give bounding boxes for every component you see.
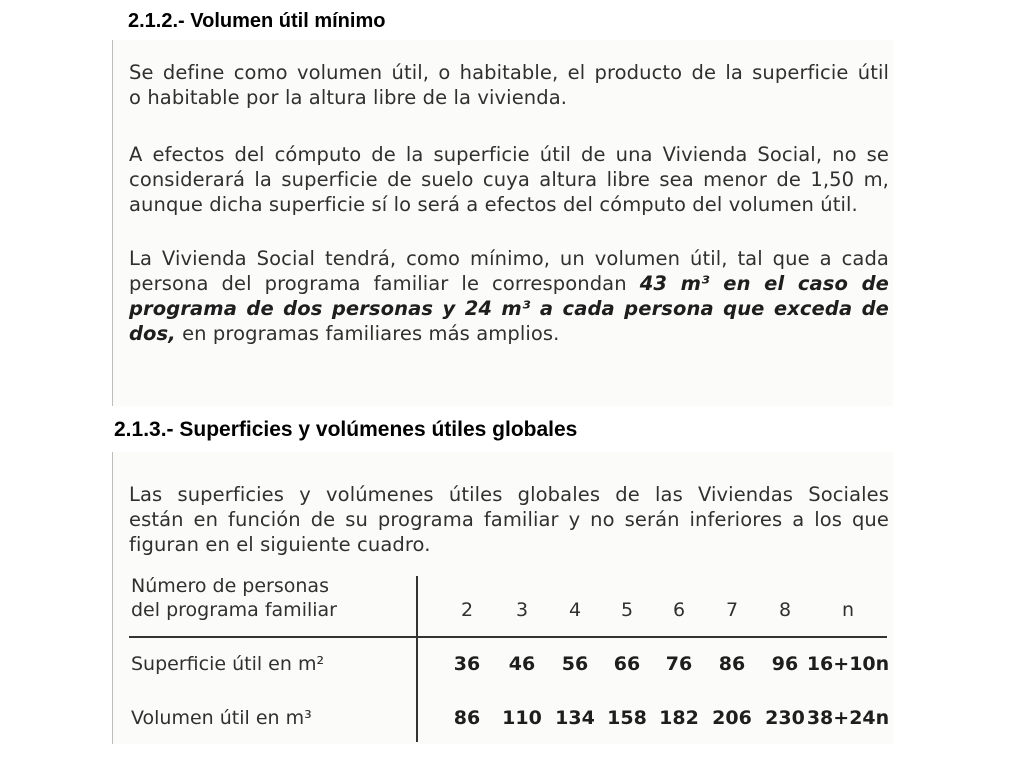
- text-line: [129, 296, 889, 321]
- volumen-value-cell: 182: [659, 707, 699, 729]
- paragraph-superficies-globales: [129, 482, 889, 557]
- table-vertical-divider: [416, 576, 418, 742]
- text-line: A efectos del cómputo de la superficie útil de una Vivienda Social, no se: [129, 143, 889, 166]
- persons-header-cell: 7: [725, 599, 739, 621]
- superficie-value-cell: 66: [613, 653, 641, 675]
- text-line: [129, 321, 889, 346]
- emphasis-text: 43 m³ en el caso de: [639, 272, 889, 295]
- text-line: o habitable por la altura libre de la vivienda.: [129, 86, 568, 109]
- persons-header-cell: 4: [568, 599, 582, 621]
- persons-header-cell: 6: [672, 599, 686, 621]
- superficie-value-cell: 16+10n: [806, 653, 890, 675]
- text-line: aunque dicha superficie sí lo será a efectos del cómputo del volumen útil.: [129, 193, 858, 216]
- table-horizontal-divider: [129, 636, 887, 638]
- volumen-value-cell: 110: [502, 707, 542, 729]
- paragraph-volumen-minimo: [129, 246, 889, 346]
- row-label-superficie: Superficie útil en m²: [131, 653, 325, 675]
- text-line: Las superficies y volúmenes útiles globales de las Viviendas Sociales: [129, 483, 889, 506]
- row-label-volumen: Volumen útil en m³: [131, 707, 312, 729]
- scanned-text-block-1: [112, 40, 893, 406]
- paragraph-computo: [129, 142, 889, 217]
- tabla-superficies-volumenes: [129, 572, 889, 742]
- superficie-value-cell: 86: [718, 653, 746, 675]
- volumen-value-cell: 206: [712, 707, 752, 729]
- text-line: están en función de su programa familiar y no serán inferiores a los que: [129, 508, 889, 531]
- scanned-text-block-2: [112, 452, 893, 744]
- superficie-value-cell: 36: [453, 653, 481, 675]
- paragraph-definition: [129, 60, 889, 110]
- section-title-volumen-util-minimo: 2.1.2.- Volumen útil mínimo: [128, 10, 386, 32]
- superficie-value-cell: 76: [665, 653, 693, 675]
- section-title-superficies-volumenes: 2.1.3.- Superficies y volúmenes útiles globales: [114, 418, 578, 441]
- emphasis-text: dos,: [129, 322, 176, 345]
- emphasis-text: programa de dos personas y 24 m³ a cada persona que exceda de: [129, 297, 889, 320]
- volumen-value-cell: 134: [555, 707, 595, 729]
- volumen-value-cell: 230: [765, 707, 805, 729]
- text-fragment: persona del programa familiar le correspondan: [129, 272, 640, 295]
- text-line: considerará la superficie de suelo cuya altura libre sea menor de 1,50 m,: [129, 168, 889, 191]
- persons-header-cell: 3: [515, 599, 529, 621]
- header-label-line-2: del programa familiar: [131, 599, 337, 621]
- superficie-value-cell: 46: [508, 653, 536, 675]
- header-label-line-1: Número de personas: [131, 575, 329, 597]
- text-line: La Vivienda Social tendrá, como mínimo, un volumen útil, tal que a cada: [129, 247, 889, 270]
- persons-header-cell: 8: [778, 599, 792, 621]
- persons-header-cell: 5: [620, 599, 634, 621]
- superficie-value-cell: 56: [561, 653, 589, 675]
- persons-header-cell: n: [841, 599, 855, 621]
- text-fragment: en programas familiares más amplios.: [175, 322, 560, 345]
- superficie-value-cell: 96: [771, 653, 799, 675]
- persons-header-cell: 2: [460, 599, 474, 621]
- text-line: Se define como volumen útil, o habitable, el producto de la superficie útil: [129, 61, 889, 84]
- volumen-value-cell: 86: [453, 707, 481, 729]
- volumen-value-cell: 158: [607, 707, 647, 729]
- text-line: [129, 271, 889, 296]
- volumen-value-cell: 38+24n: [806, 707, 890, 729]
- text-line: figuran en el siguiente cuadro.: [129, 533, 431, 556]
